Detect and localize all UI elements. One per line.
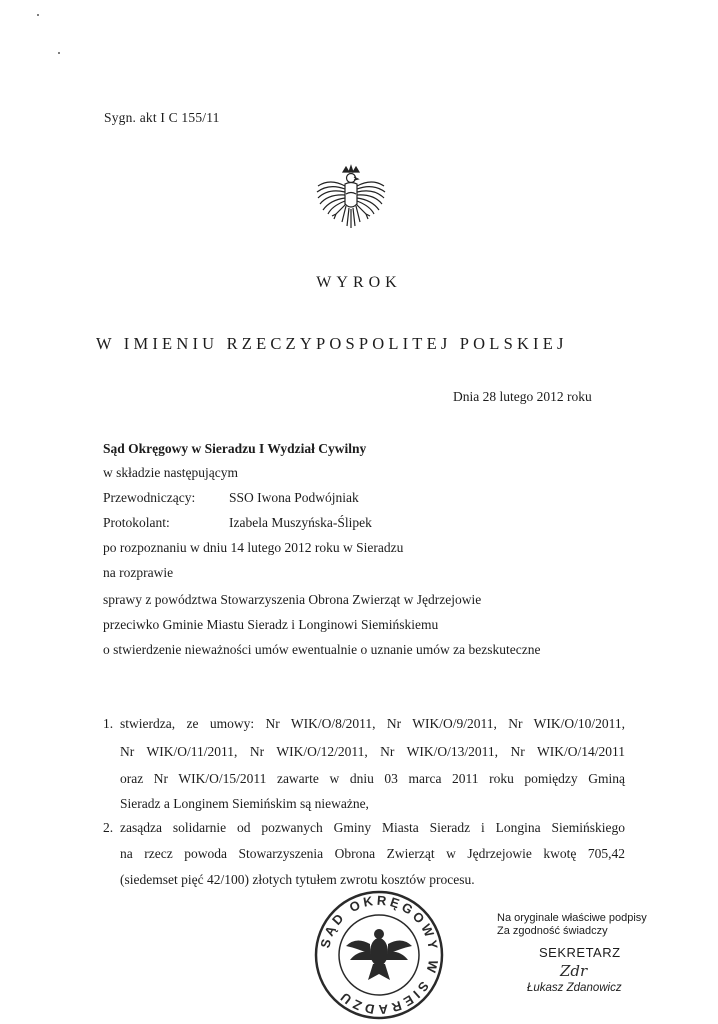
scan-speck: [58, 52, 60, 54]
case-line: sprawy z powództwa Stowarzyszenia Obrona Zwierząt w Jędrzejowie: [103, 592, 482, 607]
ruling-text-line: zasądza solidarnie od pozwanych Gminy Miasta Sieradz i Longina Siemińskiego: [120, 820, 625, 835]
certification-role: SEKRETARZ: [539, 945, 621, 960]
ruling-text-line: oraz Nr WIK/O/15/2011 zawarte w dniu 03 marca 2011 roku pomiędzy Gminą: [120, 771, 625, 786]
against-line: przeciwko Gminie Miastu Sieradz i Longinowi Siemińskiemu: [103, 617, 439, 632]
court-name: Sąd Okręgowy w Sieradzu I Wydział Cywilny: [103, 441, 367, 456]
certifier-name: Łukasz Zdanowicz: [527, 982, 622, 994]
ruling-number: 2.: [103, 820, 114, 835]
ruling-text-line: (siedemset pięć 42/100) złotych tytułem zwrotu kosztów procesu.: [120, 872, 475, 887]
seal-text: SĄD OKRĘGOWY W SIERADZU: [317, 892, 442, 1018]
subject-line: o stwierdzenie nieważności umów ewentualnie o uznanie umów za bezskuteczne: [103, 642, 541, 657]
certification-line: Na oryginale właściwe podpisy: [497, 912, 647, 924]
ruling-text-line: Nr WIK/O/11/2011, Nr WIK/O/12/2011, Nr WIK/O/13/2011, Nr WIK/O/14/2011: [120, 744, 625, 759]
ruling-text-line: Sieradz a Longinem Siemińskim są nieważne,: [120, 796, 369, 811]
certification-line: Za zgodność świadczy: [497, 925, 608, 937]
clerk-label: Protokolant:: [103, 515, 170, 530]
presiding-value: SSO Iwona Podwójniak: [229, 490, 359, 505]
ruling-number: 1.: [103, 716, 114, 731]
clerk-value: Izabela Muszyńska-Ślipek: [229, 515, 372, 530]
composition-line: w składzie następującym: [103, 465, 238, 480]
ruling-text-line: na rzecz powoda Stowarzyszenia Obrona Zwierząt w Jędrzejowie kwotę 705,42: [120, 846, 625, 861]
ruling-text-line: stwierdza, ze umowy: Nr WIK/O/8/2011, Nr WIK/O/9/2011, Nr WIK/O/10/2011,: [120, 716, 625, 731]
case-signature: Sygn. akt I C 155/11: [104, 110, 220, 125]
court-seal-icon: [312, 888, 446, 1022]
handwritten-signature: Zdr: [560, 962, 588, 980]
presiding-label: Przewodniczący:: [103, 490, 196, 505]
hearing-line: po rozpoznaniu w dniu 14 lutego 2012 roku w Sieradzu: [103, 540, 404, 555]
scan-speck: [37, 14, 39, 16]
polish-eagle-emblem-icon: [312, 164, 390, 242]
judgment-date: Dnia 28 lutego 2012 roku: [453, 389, 592, 404]
session-line: na rozprawie: [103, 565, 174, 580]
document-title: WYROK: [316, 274, 402, 291]
document-subtitle: W IMIENIU RZECZYPOSPOLITEJ POLSKIEJ: [96, 334, 568, 353]
